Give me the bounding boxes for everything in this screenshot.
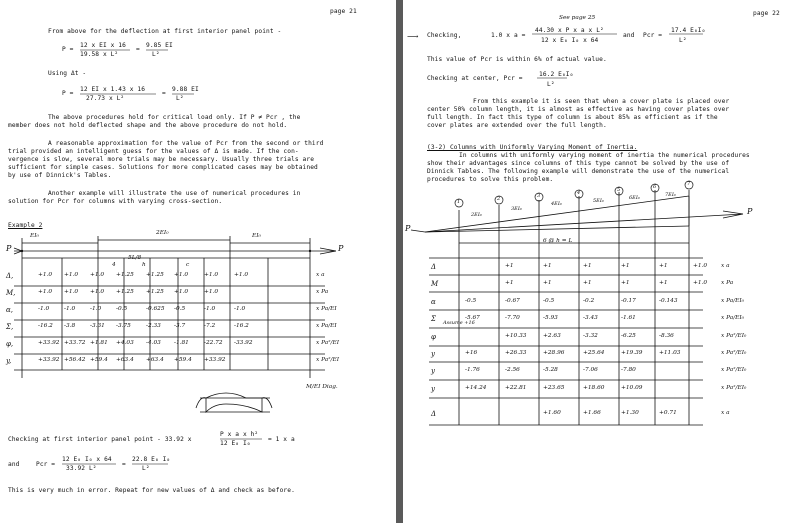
- text-and: and: [623, 32, 635, 39]
- row-note: x Pa: [316, 289, 329, 295]
- table-cell: +1.0: [234, 272, 249, 278]
- row-label: y: [431, 385, 435, 393]
- table-cell: +23.65: [543, 385, 565, 391]
- text-line: The above procedures hold for critical load only. If P ≠ Pcr , the: [48, 114, 301, 121]
- table-cell: +33.92: [204, 357, 226, 363]
- eq-den: 19.58 x L²: [80, 51, 119, 58]
- text-line: cover plates are extended over the full length.: [427, 122, 607, 129]
- row-note: x Pa²/EI: [316, 357, 340, 363]
- sketch-dim: h: [142, 262, 146, 268]
- sketch-dim: 4: [112, 262, 116, 268]
- row-label: Σ,: [6, 323, 14, 331]
- row-label: φ,: [6, 340, 14, 348]
- row-label: y: [431, 367, 435, 375]
- eq-den: 12 x E₀ I₀ x 64: [541, 37, 599, 44]
- text-line: member does not hold deflected shape and the above procedure do not hold.: [8, 122, 288, 129]
- table-cell: +1.25: [146, 272, 164, 278]
- eq-num: 17.4 E₀I₀: [671, 27, 706, 34]
- eq-lhs: P =: [62, 46, 74, 53]
- table-cell: -7.80: [621, 367, 636, 373]
- stiffness-label: 3EI₀: [511, 206, 522, 212]
- text-line: Another example will illustrate the use of numerical procedures in: [48, 190, 301, 197]
- table-cell: -2.33: [146, 323, 161, 329]
- eq-den: 27.73 x L²: [86, 95, 125, 102]
- stiffness-label: 4EI₀: [551, 201, 562, 207]
- table-cell: +22.81: [505, 385, 527, 391]
- row-label: Δ,: [6, 272, 14, 280]
- table-cell: +4.03: [116, 340, 134, 346]
- table-cell: +1: [659, 280, 668, 286]
- sketch-note: M/EI Diag.: [306, 384, 338, 390]
- example-heading: Example 2: [8, 222, 43, 229]
- page-number: page 21: [330, 8, 357, 15]
- text-line: show their advantages since columns of this type cannot be solved by the use of: [427, 160, 730, 167]
- check-arrow: ⟶: [407, 32, 419, 41]
- table-cell: +1: [505, 280, 514, 286]
- eq-den: L²: [142, 465, 150, 472]
- page-number: page 22: [753, 10, 780, 17]
- node-label: 7: [687, 181, 691, 187]
- table-cell: -0.17: [621, 298, 636, 304]
- load-label: P: [747, 207, 753, 216]
- table-cell: +11.03: [659, 350, 681, 356]
- table-cell: -3.8: [64, 323, 76, 329]
- table-cell: +1: [659, 263, 668, 269]
- table-cell: -0.2: [583, 298, 595, 304]
- eq-lhs: P =: [62, 90, 74, 97]
- text-line: procedures to solve this problem.: [427, 176, 554, 183]
- eq-num: 16.2 E₀I₀: [539, 71, 574, 78]
- row-label: α: [431, 298, 436, 306]
- text-line: Dinnick Tables. The following example will demonstrate the use of the numerical: [427, 168, 730, 175]
- handwritten-ref: See page 25: [559, 15, 596, 21]
- eq-num: P x a x h²: [220, 431, 259, 438]
- row-label: y: [431, 350, 435, 358]
- table-cell: +33.92: [38, 340, 60, 346]
- text-line: This is very much in error. Repeat for new values of Δ and check as before.: [8, 487, 295, 494]
- eq-lhs: Pcr =: [643, 32, 663, 39]
- row-note: x a: [721, 263, 730, 269]
- row-note: x a: [721, 410, 730, 416]
- row-note: x Pa/EI₀: [721, 298, 745, 304]
- eq-num: 9.88 EI: [172, 86, 199, 93]
- text-line: Checking at center, Pcr =: [427, 75, 523, 82]
- table-cell: +1: [621, 263, 630, 269]
- row-note: x Pa/EI: [316, 323, 337, 329]
- table-cell: -1.0: [64, 306, 76, 312]
- table-cell: +10.33: [505, 333, 527, 339]
- table-cell: -7.06: [583, 367, 598, 373]
- table-cell: +59.4: [174, 357, 192, 363]
- eq-equals: =: [162, 90, 166, 97]
- row-note: x Pa/EI₀: [721, 315, 745, 321]
- table-cell: +1.0: [174, 272, 189, 278]
- stiffness-label: 5EI₀: [593, 198, 604, 204]
- sketch-dim: 5L/8: [128, 255, 142, 261]
- handwritten-sketch-1: [0, 0, 396, 523]
- eq-den: L²: [176, 95, 184, 102]
- sketch-label: P: [6, 244, 12, 253]
- check-label: Checking,: [427, 32, 462, 39]
- text-line: by use of Dinnick's Tables.: [8, 172, 112, 179]
- node-label: 2: [497, 196, 501, 202]
- row-label: y,: [6, 357, 12, 365]
- table-cell: -0.625: [146, 306, 165, 312]
- table-cell: +1.25: [116, 272, 134, 278]
- eq-num: 12 x EI x 16: [80, 42, 126, 49]
- table-cell: -6.25: [621, 333, 636, 339]
- eq-den: 33.92 L²: [66, 465, 97, 472]
- check-line: Checking at first interior panel point - 33.92 x: [8, 436, 192, 443]
- table-cell: +2.63: [543, 333, 561, 339]
- page-21[interactable]: [0, 0, 396, 523]
- table-cell: -3.43: [583, 315, 598, 321]
- table-cell: +1: [583, 263, 592, 269]
- sketch-dim: 6 @ h = L: [543, 238, 573, 244]
- table-cell: +1.0: [693, 280, 708, 286]
- text-line: full length. In fact this type of column is about 85% as efficient as if the: [427, 114, 718, 121]
- stiffness-label: 2EI₀: [471, 212, 482, 218]
- text-and: and: [8, 461, 20, 468]
- table-cell: -7.70: [505, 315, 520, 321]
- table-cell: +1: [583, 280, 592, 286]
- table-cell: -0.5: [543, 298, 555, 304]
- eq-num: 44.30 x P x a x L²: [535, 27, 604, 34]
- table-cell: +1.0: [38, 272, 53, 278]
- table-cell: +33.72: [64, 340, 86, 346]
- table-cell: +1.30: [621, 410, 639, 416]
- table-cell: +63.4: [146, 357, 164, 363]
- section-title: (3-2) Columns with Uniformly Varying Moment of Inertia.: [427, 144, 638, 151]
- page-22[interactable]: [403, 0, 800, 523]
- sketch-label: 2EI₀: [156, 230, 169, 236]
- table-cell: +1.0: [38, 289, 53, 295]
- assume-note: Assume +16: [443, 320, 475, 326]
- table-cell: -1.0: [38, 306, 50, 312]
- row-note: x Pa²/EI₀: [721, 350, 747, 356]
- stiffness-label: 6EI₀: [629, 195, 640, 201]
- eq-den: L²: [547, 81, 555, 88]
- sketch-dim: c: [186, 262, 190, 268]
- text-line: This value of Pcr is within 6% of actual value.: [427, 56, 607, 63]
- table-cell: +59.4: [90, 357, 108, 363]
- table-cell: +1.0: [693, 263, 708, 269]
- eq-rest: = 1 x a: [268, 436, 295, 443]
- table-cell: -4.03: [146, 340, 161, 346]
- text-line: vergence is slow, several more trials may be necessary. Usually three trials are: [8, 156, 315, 163]
- table-cell: -1.76: [465, 367, 480, 373]
- table-cell: +1.25: [146, 289, 164, 295]
- table-cell: -1.0: [204, 306, 216, 312]
- node-label: 3: [537, 193, 541, 199]
- table-cell: +1.0: [204, 272, 219, 278]
- table-cell: -16.2: [234, 323, 249, 329]
- table-cell: +1.25: [116, 289, 134, 295]
- table-cell: +1.0: [174, 289, 189, 295]
- table-cell: +25.64: [583, 350, 605, 356]
- eq-num: 22.8 E₀ I₀: [132, 456, 171, 463]
- row-note: x Pa²/EI₀: [721, 333, 747, 339]
- table-cell: +28.96: [543, 350, 565, 356]
- table-cell: +63.4: [116, 357, 134, 363]
- table-cell: +56.42: [64, 357, 86, 363]
- table-cell: -5.93: [543, 315, 558, 321]
- eq-num: 9.85 EI: [146, 42, 173, 49]
- text-line: Using Δt -: [48, 70, 87, 77]
- table-cell: +1.66: [583, 410, 601, 416]
- table-cell: +1.0: [90, 272, 105, 278]
- table-cell: -2.56: [505, 367, 520, 373]
- row-note: x Pa/EI: [316, 306, 337, 312]
- table-cell: +1.60: [543, 410, 561, 416]
- text-line: From this example it is seen that when a cover plate is placed over: [473, 98, 730, 105]
- table-cell: -1.0: [90, 306, 102, 312]
- row-label: M: [431, 280, 439, 288]
- table-cell: +33.92: [38, 357, 60, 363]
- text-line: In columns with uniformly varying moment of inertia the numerical procedures: [459, 152, 750, 159]
- table-cell: -0.5: [116, 306, 128, 312]
- table-cell: -1.0: [234, 306, 246, 312]
- row-label: Σ: [431, 315, 436, 323]
- table-cell: -0.143: [659, 298, 678, 304]
- table-cell: -3.7: [174, 323, 186, 329]
- table-cell: -3.32: [583, 333, 598, 339]
- table-cell: +1: [543, 263, 552, 269]
- table-cell: +26.33: [505, 350, 527, 356]
- table-cell: -5.28: [543, 367, 558, 373]
- node-label: 4: [577, 190, 581, 196]
- table-cell: +1.0: [90, 289, 105, 295]
- table-cell: -8.36: [659, 333, 674, 339]
- table-cell: -1.61: [621, 315, 636, 321]
- eq-den: L²: [679, 37, 687, 44]
- row-note: x Pa²/EI₀: [721, 385, 747, 391]
- table-cell: +10.09: [621, 385, 643, 391]
- node-label: 1: [457, 199, 461, 205]
- table-cell: -1.81: [174, 340, 189, 346]
- text-line: solution for Pcr for columns with varying cross-section.: [8, 198, 223, 205]
- table-cell: -22.72: [204, 340, 223, 346]
- load-label: P: [405, 224, 411, 233]
- text-line: trial provided an intelligent guess for the values of Δ is made. If the con-: [8, 148, 299, 155]
- eq-num: 12 E₀ I₀ x 64: [62, 456, 112, 463]
- text-line: sufficient for simple cases. Solutions for more complicated cases may be obtained: [8, 164, 318, 171]
- table-cell: +19.39: [621, 350, 643, 356]
- row-note: x Pa²/EI: [316, 340, 340, 346]
- eq-lhs: Pcr =: [36, 461, 56, 468]
- row-note: x Pa²/EI₀: [721, 367, 747, 373]
- sketch-label: P: [338, 244, 344, 253]
- sketch-label: EI₀: [252, 233, 261, 239]
- row-label: φ: [431, 333, 436, 341]
- table-cell: -0.5: [465, 298, 477, 304]
- text-line: center 50% column length, it is almost as effective as having cover plates over: [427, 106, 730, 113]
- row-label: Δ: [431, 410, 437, 418]
- row-note: x Pa: [721, 280, 734, 286]
- table-cell: +18.60: [583, 385, 605, 391]
- eq-equals: =: [122, 461, 126, 468]
- table-cell: +14.24: [465, 385, 487, 391]
- eq-lhs: 1.0 x a =: [491, 32, 526, 39]
- table-cell: -3.31: [90, 323, 105, 329]
- table-cell: +1.0: [204, 289, 219, 295]
- table-cell: +1.0: [64, 289, 79, 295]
- table-cell: +1.81: [90, 340, 108, 346]
- node-label: 6: [653, 184, 657, 190]
- row-label: α,: [6, 306, 13, 314]
- table-cell: -0.5: [174, 306, 186, 312]
- text-line: A reasonable approximation for the value of Pcr from the second or third: [48, 140, 324, 147]
- table-cell: -7.2: [204, 323, 216, 329]
- table-cell: +1: [621, 280, 630, 286]
- eq-den: 12 E₀ I₀: [220, 440, 251, 447]
- table-cell: +1: [505, 263, 514, 269]
- eq-num: 12 EI x 1.43 x 16: [80, 86, 146, 93]
- table-cell: -5.67: [465, 315, 480, 321]
- table-cell: +0.71: [659, 410, 677, 416]
- node-label: 5: [617, 187, 621, 193]
- row-label: M,: [6, 289, 16, 297]
- table-cell: -0.67: [505, 298, 520, 304]
- table-cell: -33.92: [234, 340, 253, 346]
- table-cell: +16: [465, 350, 478, 356]
- handwritten-sketch-2: [403, 0, 800, 523]
- eq-equals: =: [136, 46, 140, 53]
- table-cell: -16.2: [38, 323, 53, 329]
- row-note: x a: [316, 272, 325, 278]
- text-line: From above for the deflection at first interior panel point -: [48, 28, 282, 35]
- page-gap: [396, 0, 403, 523]
- table-cell: -3.75: [116, 323, 131, 329]
- row-label: Δ: [431, 263, 437, 271]
- eq-den: L²: [152, 51, 160, 58]
- table-cell: +1: [543, 280, 552, 286]
- table-cell: +1.0: [64, 272, 79, 278]
- stiffness-label: 7EI₀: [665, 192, 676, 198]
- sketch-label: EI₀: [30, 233, 39, 239]
